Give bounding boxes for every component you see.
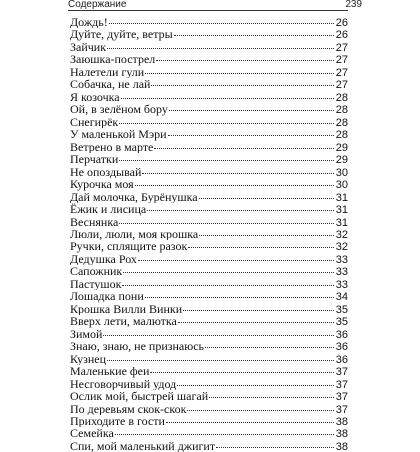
toc-entry-page: 37 [335,378,348,391]
toc-entry-page: 32 [335,241,348,253]
toc-entry [70,41,348,53]
toc-entry [70,265,348,277]
toc-entry-page: 36 [335,328,348,341]
toc-entry [70,340,348,352]
toc-entry-title: Вверх лети, малютка [70,315,177,328]
toc-entry-title: Кузнец [70,352,107,366]
toc-entry-title: Дуйте, дуйте, ветры [70,28,173,41]
toc-entry-page: 31 [335,191,348,204]
dot-leader [154,148,334,149]
dot-leader [209,397,334,398]
toc-entry [70,91,348,103]
toc-entry-title: Дай молочка, Бурёнушка [70,190,198,204]
toc-entry-title: Зимой [70,327,103,341]
toc-entry-title: Дедушка Рох [70,252,137,266]
table-of-contents [70,16,348,452]
toc-entry-page: 37 [335,366,348,378]
toc-entry-title: Налетели гули [70,65,145,79]
toc-entry [70,415,348,427]
toc-entry [70,278,348,290]
toc-entry [70,427,348,439]
toc-entry-page: 26 [335,29,348,41]
toc-entry-title: Маленькие феи [70,365,150,378]
toc-entry [70,16,348,28]
toc-entry [70,103,348,115]
dot-leader [199,235,334,236]
toc-entry-page: 28 [335,91,348,104]
toc-entry-page: 36 [335,341,348,353]
toc-entry-page: 37 [335,391,348,403]
toc-entry-page: 28 [335,129,348,141]
toc-entry-title: Ручки, сплящите разок [70,240,188,253]
dot-leader [187,410,334,411]
toc-entry [70,290,348,302]
toc-entry [70,203,348,215]
toc-entry-page: 31 [335,216,348,228]
toc-entry [70,403,348,415]
toc-entry-title: Веснянка [70,215,119,228]
toc-entry-title: Семейка [70,427,114,440]
dot-leader [151,85,334,86]
toc-entry-title: По деревьям скок-скок [70,402,187,415]
toc-entry-title: Я козочка [70,90,120,104]
dot-leader [147,210,334,211]
toc-entry-page: 30 [335,166,348,179]
toc-entry-page: 33 [335,253,348,266]
toc-entry [70,353,348,365]
dot-leader [119,223,334,224]
toc-entry-title: Заюшка-пострел [70,53,156,66]
toc-entry-page: 38 [335,428,348,440]
toc-entry-title: Знаю, знаю, не признаюсь [70,340,205,353]
dot-leader [174,35,334,36]
dot-leader [145,73,334,74]
toc-entry [70,166,348,178]
toc-entry-title: Снегирёк [70,115,119,129]
toc-entry [70,178,348,190]
toc-entry-title: Собачка, не лай [70,78,151,91]
toc-entry [70,228,348,240]
dot-leader [119,123,334,124]
dot-leader [169,110,334,111]
dot-leader [178,322,334,323]
toc-entry-title: Спи, мой маленький джигит [70,439,216,452]
toc-entry [70,440,348,452]
toc-entry-title: У маленькой Мэри [70,128,167,141]
toc-entry [70,53,348,65]
toc-entry [70,78,348,90]
dot-leader [150,372,334,373]
dot-leader [145,297,334,298]
toc-entry-page: 29 [335,154,348,166]
dot-leader [107,48,334,49]
toc-entry-page: 26 [335,17,348,29]
toc-entry-title: Перчатки [70,153,119,166]
dot-leader [183,310,334,311]
toc-entry-page: 29 [335,141,348,154]
dot-leader [166,422,334,423]
toc-entry-title: Пастушок [70,277,122,291]
toc-entry-page: 34 [335,291,348,303]
dot-leader [138,260,334,261]
toc-entry-title: Курочка моя [70,178,134,191]
toc-entry [70,191,348,203]
toc-entry [70,153,348,165]
dot-leader [103,335,334,336]
toc-entry-page: 27 [335,41,348,54]
dot-leader [119,160,334,161]
toc-entry [70,240,348,252]
toc-entry [70,315,348,327]
header-divider [68,10,348,11]
toc-entry-page: 38 [335,416,348,428]
toc-entry-page: 33 [335,266,348,278]
toc-entry-title: Ослик мой, быстрей шагай [70,390,209,403]
toc-entry-title: Крошка Вилли Винки [70,302,183,316]
toc-entry [70,365,348,377]
dot-leader [109,23,334,24]
toc-entry [70,128,348,140]
dot-leader [168,135,334,136]
toc-entry-title: Ёжик и лисица [70,203,147,216]
dot-leader [123,272,334,273]
toc-entry-title: Несговорчивый удод [70,377,177,391]
toc-entry [70,141,348,153]
toc-entry-title: Лошадка пони [70,290,144,303]
toc-entry [70,28,348,40]
dot-leader [156,60,334,61]
toc-entry-page: 35 [335,316,348,328]
dot-leader [205,347,334,348]
page-number: 239 [345,0,362,10]
toc-entry [70,66,348,78]
dot-leader [107,360,334,361]
toc-entry [70,303,348,315]
toc-entry-title: Приходите в гости [70,415,165,428]
toc-entry [70,390,348,402]
toc-entry-page: 31 [335,204,348,216]
page-header [68,0,362,9]
toc-entry [70,378,348,390]
toc-entry-title: Ветрено в марте [70,140,154,154]
dot-leader [122,285,334,286]
toc-entry-page: 27 [335,54,348,66]
dot-leader [199,198,334,199]
toc-entry-page: 33 [335,278,348,291]
toc-entry-title: Зайчик [70,40,107,54]
dot-leader [188,247,334,248]
toc-entry-title: Дождь! [70,16,108,29]
toc-entry-page: 28 [335,104,348,116]
toc-entry [70,328,348,340]
toc-entry-page: 27 [335,79,348,91]
toc-entry-page: 37 [335,403,348,415]
toc-entry-page: 38 [335,440,348,452]
toc-entry-title: Сапожник [70,265,123,278]
toc-entry-page: 30 [335,179,348,191]
toc-entry-page: 27 [335,66,348,79]
dot-leader [115,434,334,435]
toc-entry-page: 36 [335,353,348,366]
toc-entry-page: 32 [335,228,348,241]
dot-leader [177,385,334,386]
toc-entry-title: Люли, люли, моя крошка [70,227,199,241]
toc-entry-page: 28 [335,116,348,129]
dot-leader [142,173,334,174]
toc-entry-page: 35 [335,303,348,316]
toc-entry-title: Не опоздывай [70,165,142,179]
toc-entry [70,216,348,228]
toc-entry [70,253,348,265]
section-title: Содержание [68,0,127,10]
dot-leader [216,447,334,448]
toc-entry-title: Ой, в зелёном бору [70,103,168,116]
dot-leader [121,98,334,99]
toc-entry [70,116,348,128]
dot-leader [135,185,334,186]
